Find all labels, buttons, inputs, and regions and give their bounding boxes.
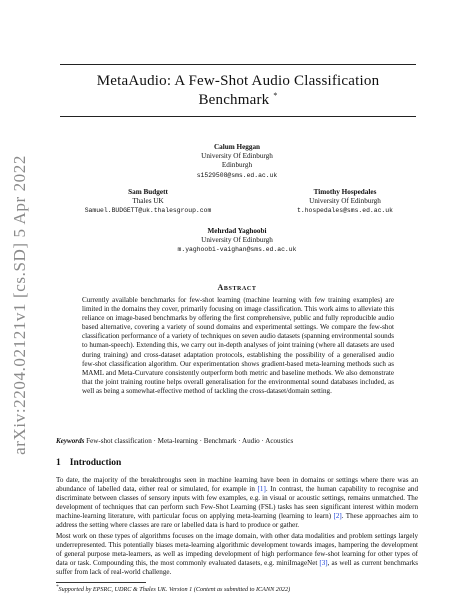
author-name: Mehrdad Yaghoobi	[207, 227, 267, 235]
author-email[interactable]: s1529508@sms.ed.ac.uk	[196, 171, 278, 179]
text-run: , as well as current benchmarks suffer from lack of real-world challenge.	[56, 559, 418, 577]
arxiv-sidebar	[5, 70, 35, 540]
author-block-3	[264, 188, 426, 216]
keywords	[56, 437, 418, 446]
text-run: . In contrast, the human capability to recognise and discriminate between classes of sensory inputs with few examples, e.g. in visual or acoustic settings, remains unmatched. The development of techniques that can perform such Few-Shot Learning (FSL) tasks has seen significant interest within modern machine-learning literature, with particular focus on applying meta-learning (learning to learn)	[56, 485, 419, 521]
footnote-mark: *	[56, 585, 59, 590]
keywords-label: Keywords	[56, 437, 85, 445]
text-run: Most work on these types of algorithms focuses on the image domain, with other data modalities and problem settings largely underrepresented. This potentially biases meta-learning algorithmic development towards images, hampering the development of general purpose meta-learners, as well as impeding development of high performance few-shot learning for other types of data or task. Compounding this, the most commonly evaluated datasets, e.g. miniImageNet	[56, 532, 418, 568]
author-name: Sam Budgett	[128, 188, 168, 196]
footnote-text: Supported by EPSRC, UDRC & Thales UK. Version 1 (Content as submitted to ICANN 2022)	[58, 586, 291, 594]
citation-link[interactable]: [3]	[319, 559, 328, 568]
section-number: 1	[56, 458, 61, 468]
author-affiliation: University Of Edinburgh	[309, 197, 381, 206]
author-block-2	[68, 188, 228, 216]
section-heading-introduction	[56, 458, 121, 468]
arxiv-identifier: arXiv:2204.02121v1 [cs.SD] 5 Apr 2022	[10, 155, 29, 455]
title-line-2: Benchmark	[198, 92, 270, 108]
intro-paragraph-1	[56, 476, 418, 531]
citation-link[interactable]: [1]	[257, 485, 266, 494]
author-location: Edinburgh	[221, 161, 253, 170]
section-title: Introduction	[69, 458, 122, 468]
title-rule-top	[60, 64, 416, 65]
paper-title	[60, 72, 416, 110]
title-footnote-mark: *	[273, 91, 278, 100]
footnote-rule	[56, 582, 146, 583]
abstract-text: Currently available benchmarks for few-shot learning (machine learning with few training examples) are limited in the domains they cover, primarily focusing on image classification. This work aims to alleviate this reliance on image-based benchmarks by offering the first comprehensive, public and fully reproducible audio based alternative, covering a variety of sound domains and experimental settings. We compare the few-shot classification performance of a variety of techniques on seven audio datasets (spanning environmental sounds to human-speech). Extending this, we carry out in-depth analyses of joint training (where all datasets are used during training) and cross-dataset adaptation protocols, establishing the possibility of a generalised audio few-shot classification algorithm. Our experimentation shows gradient-based meta-learning methods such as MAML and Meta-Curvature consistently outperform both metric and baseline methods. We also demonstrate that the joint training routine helps overall generalisation for the environmental sound databases included, as well as being a somewhat-effective method of tackling the cross-dataset/domain setting.	[82, 296, 394, 395]
author-affiliation: University Of Edinburgh	[201, 236, 273, 245]
author-affiliation: University Of Edinburgh	[201, 152, 273, 161]
title-rule-bottom	[60, 116, 416, 117]
intro-paragraph-2	[56, 532, 418, 577]
author-block-4	[137, 227, 337, 255]
author-email[interactable]: t.hospedales@sms.ed.ac.uk	[297, 207, 393, 215]
author-email[interactable]: m.yaghoobi-vaighan@sms.ed.ac.uk	[177, 246, 297, 254]
citation-link[interactable]: [2]	[333, 512, 342, 521]
author-email[interactable]: Samuel.BUDGETT@uk.thalesgroup.com	[84, 207, 212, 215]
author-name: Calum Heggan	[213, 143, 261, 151]
text-run: To date, the majority of the breakthroughs seen in machine learning have been in domains or settings where there was an abundance of labelled data, either real or simulated, for example in	[56, 476, 418, 494]
author-name: Timothy Hospedales	[313, 188, 377, 196]
title-line-1: MetaAudio: A Few-Shot Audio Classification	[96, 73, 380, 89]
footnote	[56, 585, 290, 593]
keywords-list: Few-shot classification · Meta-learning · Benchmark · Audio · Acoustics	[86, 437, 294, 445]
abstract-heading: Abstract	[217, 283, 257, 292]
author-affiliation: Thales UK	[132, 197, 164, 206]
author-block-1	[137, 143, 337, 180]
text-run: . These approaches aim to address the setting where classes are rare or labelled data is hard to produce or gather.	[56, 512, 418, 530]
